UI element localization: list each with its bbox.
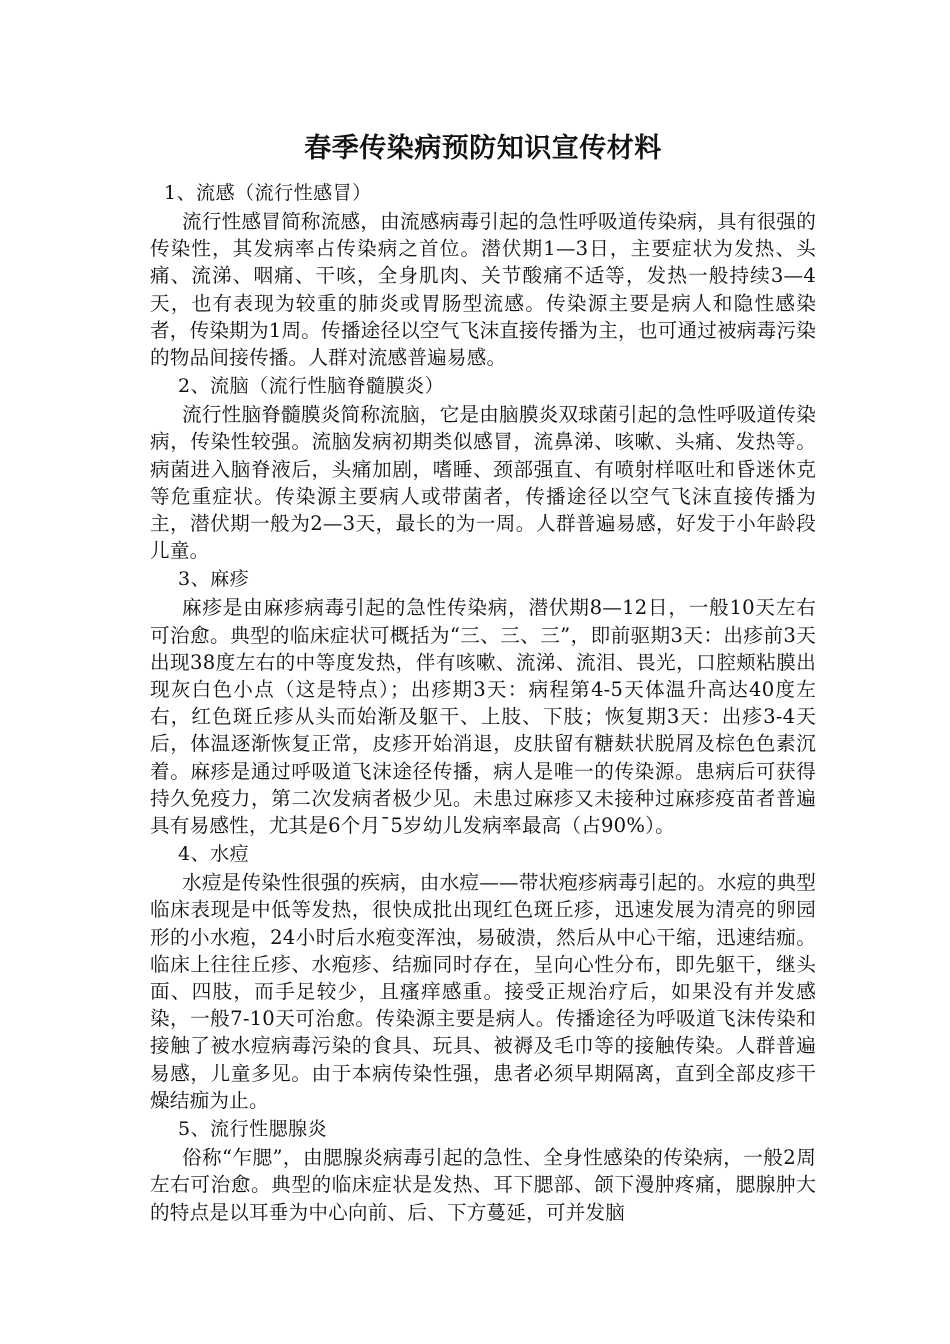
section-body-mumps: 俗称“乍腮”，由腮腺炎病毒引起的急性、全身性感染的传染病，一般2周左右可治愈。典型的临床症状是发热、耳下腮部、颌下漫肿疼痛，腮腺肿大的特点是以耳垂为中心向前、后、下方蔓延，可并发脑 [150,1146,816,1224]
section-body-meningitis: 流行性脑脊髓膜炎简称流脑，它是由脑膜炎双球菌引起的急性呼吸道传染病，传染性较强。流脑发病初期类似感冒，流鼻涕、咳嗽、头痛、发热等。病菌进入脑脊液后，头痛加剧，嗜睡、颈部强直、有喷射样呕吐和昏迷休克等危重症状。传染源主要病人或带菌者，传播途径以空气飞沫直接传播为主，潜伏期一般为2—3天，最长的为一周。人群普遍易感，好发于小年龄段儿童。 [150,403,816,563]
document-content [150,128,816,1226]
section-body-measles: 麻疹是由麻疹病毒引起的急性传染病，潜伏期8—12日，一般10天左右可治愈。典型的临床症状可概括为“三、三、三”，即前驱期3天：出疹前3天出现38度左右的中等度发热，伴有咳嗽、流涕、流泪、畏光，口腔颊粘膜出现灰白色小点（这是特点）；出疹期3天：病程第4-5天体温升高达40度左右，红色斑丘疹从头而始渐及躯干、上肢、下肢；恢复期3天：出疹3-4天后，体温逐渐恢复正常，皮疹开始消退，皮肤留有糖麸状脱屑及棕色色素沉着。麻疹是通过呼吸道飞沫途径传播，病人是唯一的传染源。患病后可获得持久免疫力，第二次发病者极少见。未患过麻疹又未接种过麻疹疫苗者普遍具有易感性，尤其是6个月¯5岁幼儿发病率最高（占90%）。 [150,596,816,838]
section-heading-meningitis: 2、流脑（流行性脑脊髓膜炎） [178,375,445,398]
document-title: 春季传染病预防知识宣传材料 [304,133,662,164]
section-heading-influenza: 1、流感（流行性感冒） [164,182,372,204]
section-heading-chickenpox: 4、水痘 [178,843,250,866]
section-heading-mumps: 5、流行性腮腺炎 [178,1118,328,1141]
section-body-influenza: 流行性感冒简称流感，由流感病毒引起的急性呼吸道传染病，具有很强的传染性，其发病率占传染病之首位。潜伏期1—3日，主要症状为发热、头痛、流涕、咽痛、干咳，全身肌肉、关节酸痛不适等，发热一般持续3—4天，也有表现为较重的肺炎或胃肠型流感。传染源主要是病人和隐性感染者，传染期为1周。传播途径以空气飞沫直接传播为主，也可通过被病毒污染的物品间接传播。人群对流感普遍易感。 [150,210,816,370]
section-heading-measles: 3、麻疹 [178,568,250,591]
section-body-chickenpox: 水痘是传染性很强的疾病，由水痘——带状疱疹病毒引起的。水痘的典型临床表现是中低等发热，很快成批出现红色斑丘疹，迅速发展为清亮的卵园形的小水疱，24小时后水疱变浑浊，易破溃，然后从中心干缩，迅速结痂。临床上往往丘疹、水疱疹、结痂同时存在，呈向心性分布，即先躯干，继头面、四肢，而手足较少，且瘙痒感重。接受正规治疗后，如果没有并发感染，一般7-10天可治愈。传染源主要是病人。传播途径为呼吸道飞沫传染和接触了被水痘病毒污染的食具、玩具、被褥及毛巾等的接触传染。人群普遍易感，儿童多见。由于本病传染性强，患者必须早期隔离，直到全部皮疹干燥结痂为止。 [150,871,816,1112]
